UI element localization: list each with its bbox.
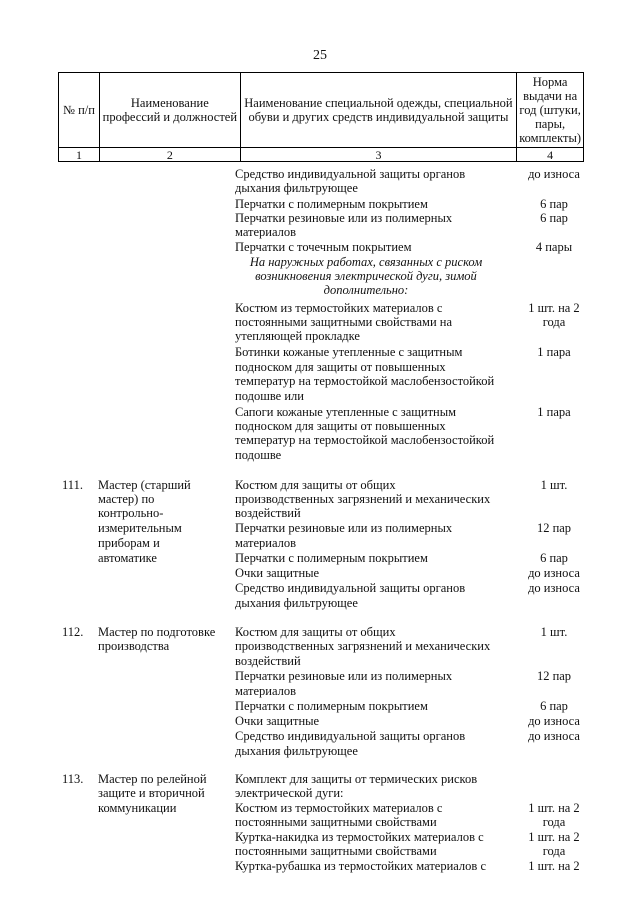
norm-value: 1 шт. на 2 xyxy=(528,859,580,873)
header-index-2: 2 xyxy=(100,148,241,162)
text-line: дыхания фильтрующее xyxy=(235,181,358,195)
norm-value: до износа xyxy=(528,714,580,728)
row-number: 112. xyxy=(62,625,84,639)
norm-value: 1 шт. xyxy=(540,625,568,639)
text-line: Средство индивидуальной защиты органов xyxy=(235,581,466,595)
header-col-number: № п/п xyxy=(59,73,100,148)
norm-value: 6 пар xyxy=(540,211,568,225)
profession-line: автоматике xyxy=(98,551,157,565)
profession-line: приборам и xyxy=(98,536,160,550)
text-line: Перчатки с полимерным покрытием xyxy=(235,197,428,211)
text-line: Перчатки с полимерным покрытием xyxy=(235,551,428,565)
header-col-norm: Норма выдачи на год (штуки, пары, комплекты) xyxy=(517,73,584,148)
norm-value: года xyxy=(542,844,566,858)
header-index-4: 4 xyxy=(517,148,584,162)
profession-line: Мастер по релейной xyxy=(98,772,207,786)
text-line: Средство индивидуальной защиты органов xyxy=(235,167,466,181)
norm-value: до износа xyxy=(528,566,580,580)
text-line: Перчатки с полимерным покрытием xyxy=(235,699,428,713)
norm-value: 1 пара xyxy=(537,405,571,419)
norm-value: 1 шт. на 2 xyxy=(528,301,580,315)
norm-value: до износа xyxy=(528,581,580,595)
profession-line: производства xyxy=(98,639,170,653)
text-line: материалов xyxy=(235,684,297,698)
page-number: 25 xyxy=(313,48,327,63)
norm-value: 6 пар xyxy=(540,551,568,565)
row-number: 113. xyxy=(62,772,84,786)
norm-value: 6 пар xyxy=(540,699,568,713)
table-header xyxy=(58,72,584,162)
text-line: Костюм для защиты от общих xyxy=(235,625,396,639)
norm-value: до износа xyxy=(528,167,580,181)
text-line: Средство индивидуальной защиты органов xyxy=(235,729,466,743)
text-line: постоянными защитными свойствами xyxy=(235,815,437,829)
text-line: Ботинки кожаные утепленные с защитным xyxy=(235,345,463,359)
text-line: Очки защитные xyxy=(235,566,320,580)
text-line: производственных загрязнений и механических xyxy=(235,639,491,653)
profession-line: коммуникации xyxy=(98,801,177,815)
text-line: Перчатки резиновые или из полимерных xyxy=(235,521,453,535)
text-line: дыхания фильтрующее xyxy=(235,596,358,610)
text-line: Очки защитные xyxy=(235,714,320,728)
text-line: Перчатки резиновые или из полимерных xyxy=(235,669,453,683)
note-line: возникновения электрической дуги, зимой xyxy=(255,269,477,283)
text-line: Костюм для защиты от общих xyxy=(235,478,396,492)
text-line: воздействий xyxy=(235,506,301,520)
text-line: температур на термостойкой маслобензостойкой xyxy=(235,374,495,388)
text-line: температур на термостойкой маслобензостойкой xyxy=(235,433,495,447)
text-line: постоянными защитными свойствами xyxy=(235,844,437,858)
norm-value: 4 пары xyxy=(535,240,573,254)
norm-value: 1 пара xyxy=(537,345,571,359)
text-line: дыхания фильтрующее xyxy=(235,744,358,758)
text-line: материалов xyxy=(235,536,297,550)
text-line: подноском для защиты от повышенных xyxy=(235,419,446,433)
header-col-equipment: Наименование специальной одежды, специальной обуви и других средств индивидуальной защиты xyxy=(240,73,517,148)
text-line: Куртка-рубашка из термостойких материалов с xyxy=(235,859,486,873)
text-line: утепляющей прокладке xyxy=(235,329,360,343)
text-line: Комплект для защиты от термических рисков xyxy=(235,772,478,786)
text-line: воздействий xyxy=(235,654,301,668)
text-line: материалов xyxy=(235,225,297,239)
text-line: Перчатки с точечным покрытием xyxy=(235,240,412,254)
text-line: подноском для защиты от повышенных xyxy=(235,360,446,374)
norm-value: до износа xyxy=(528,729,580,743)
note-line: дополнительно: xyxy=(323,283,409,297)
norm-value: 1 шт. на 2 xyxy=(528,830,580,844)
profession-line: Мастер (старший xyxy=(98,478,191,492)
norm-value: года xyxy=(542,815,566,829)
text-line: Куртка-накидка из термостойких материалов с xyxy=(235,830,484,844)
header-index-3: 3 xyxy=(240,148,517,162)
row-number: 111. xyxy=(62,478,83,492)
profession-line: измерительным xyxy=(98,521,182,535)
norm-value: 1 шт. xyxy=(540,478,568,492)
norm-value: 12 пар xyxy=(536,521,572,535)
text-line: Костюм из термостойких материалов с xyxy=(235,301,443,315)
norm-value: года xyxy=(542,315,566,329)
text-line: подошве или xyxy=(235,389,304,403)
text-line: Костюм из термостойких материалов с xyxy=(235,801,443,815)
header-col-profession: Наименование профессий и должностей xyxy=(100,73,241,148)
text-line: Сапоги кожаные утепленные с защитным xyxy=(235,405,457,419)
profession-line: Мастер по подготовке xyxy=(98,625,216,639)
profession-line: контрольно- xyxy=(98,506,164,520)
text-line: электрической дуги: xyxy=(235,786,344,800)
note-line: На наружных работах, связанных с риском xyxy=(249,255,483,269)
norm-value: 1 шт. на 2 xyxy=(528,801,580,815)
header-index-1: 1 xyxy=(59,148,100,162)
text-line: производственных загрязнений и механических xyxy=(235,492,491,506)
profession-line: защите и вторичной xyxy=(98,786,205,800)
norm-value: 6 пар xyxy=(540,197,568,211)
text-line: Перчатки резиновые или из полимерных xyxy=(235,211,453,225)
norm-value: 12 пар xyxy=(536,669,572,683)
text-line: постоянными защитными свойствами на xyxy=(235,315,452,329)
text-line: подошве xyxy=(235,448,282,462)
profession-line: мастер) по xyxy=(98,492,155,506)
